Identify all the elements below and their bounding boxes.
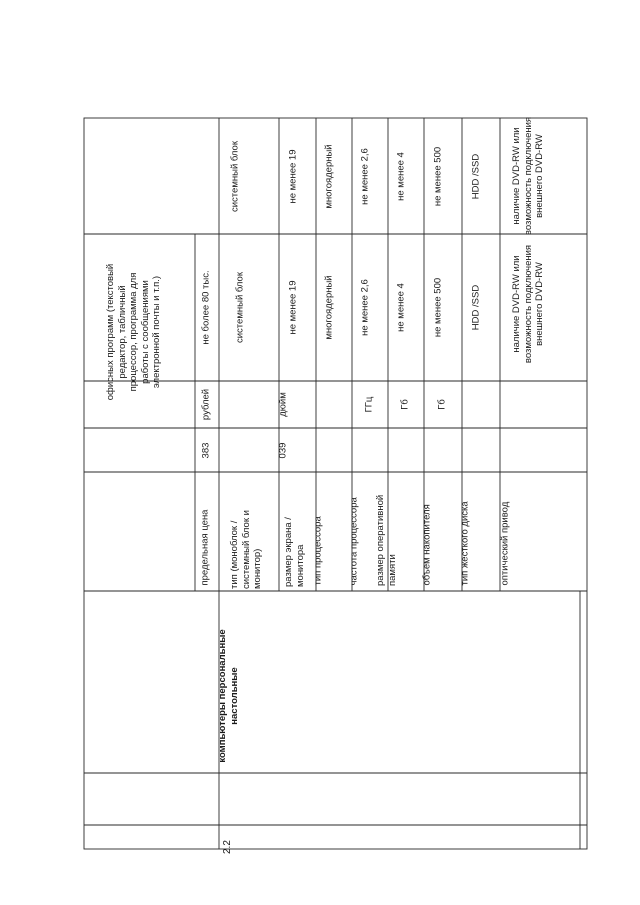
price-limit-unit: рублей: [200, 388, 212, 421]
row-storage-label: объем накопителя: [421, 504, 433, 586]
row-screen-value: не менее 19: [287, 280, 299, 335]
row-cpu-freq-value2: не менее 2,6: [359, 148, 371, 205]
row-cpu-type-label: тип процессора: [312, 516, 324, 586]
row-storage-value2: не менее 500: [432, 146, 444, 207]
row-screen-value2: не менее 19: [287, 149, 299, 204]
row-ram-unit: Гб: [399, 399, 411, 410]
row-storage-value: не менее 500: [432, 277, 444, 338]
row-cpu-freq-unit: ГГц: [363, 396, 375, 413]
row-disk-type-value2: HDD /SSD: [470, 153, 482, 200]
software-note: офисных программ (текстовый редактор, табличный процессор, программа для работы с сообщениями электронной почты и т.п.): [105, 263, 162, 401]
row-screen-code: 039: [277, 442, 289, 459]
row-screen-unit: дюйм: [277, 392, 289, 417]
price-limit-value: не более 80 тыс.: [200, 270, 212, 345]
row-type-value: системный блок: [234, 272, 246, 343]
row-disk-type-value: HDD /SSD: [470, 284, 482, 331]
row-cpu-freq-label: частота процессора: [348, 497, 360, 586]
row-ram-value: не менее 4: [395, 283, 407, 332]
item-name: компьютеры персональные настольные: [217, 629, 240, 763]
price-limit-label: предельная цена: [199, 509, 211, 586]
row-screen-label: размер экрана / монитора: [283, 517, 306, 587]
price-limit-code: 383: [200, 442, 212, 459]
row-type-value2: системный блок: [229, 141, 241, 212]
row-cpu-type-value: многоядерный: [323, 275, 335, 340]
row-type-label: тип (моноблок / системный блок и монитор): [229, 510, 263, 589]
row-disk-type-label: тип жесткого диска: [459, 501, 471, 586]
row-number: 2.2: [222, 840, 233, 854]
row-optical-value2: наличие DVD-RW или возможность подключения внешнего DVD-RW: [511, 116, 545, 236]
row-storage-unit: Гб: [436, 399, 448, 410]
row-ram-label: размер оперативной памяти: [375, 494, 398, 586]
row-optical-value: наличие DVD-RW или возможность подключения внешнего DVD-RW: [511, 244, 545, 364]
row-cpu-freq-value: не менее 2,6: [359, 279, 371, 336]
row-optical-label: оптический привод: [499, 501, 511, 586]
row-cpu-type-value2: многоядерный: [323, 144, 335, 209]
row-ram-value2: не менее 4: [395, 152, 407, 201]
